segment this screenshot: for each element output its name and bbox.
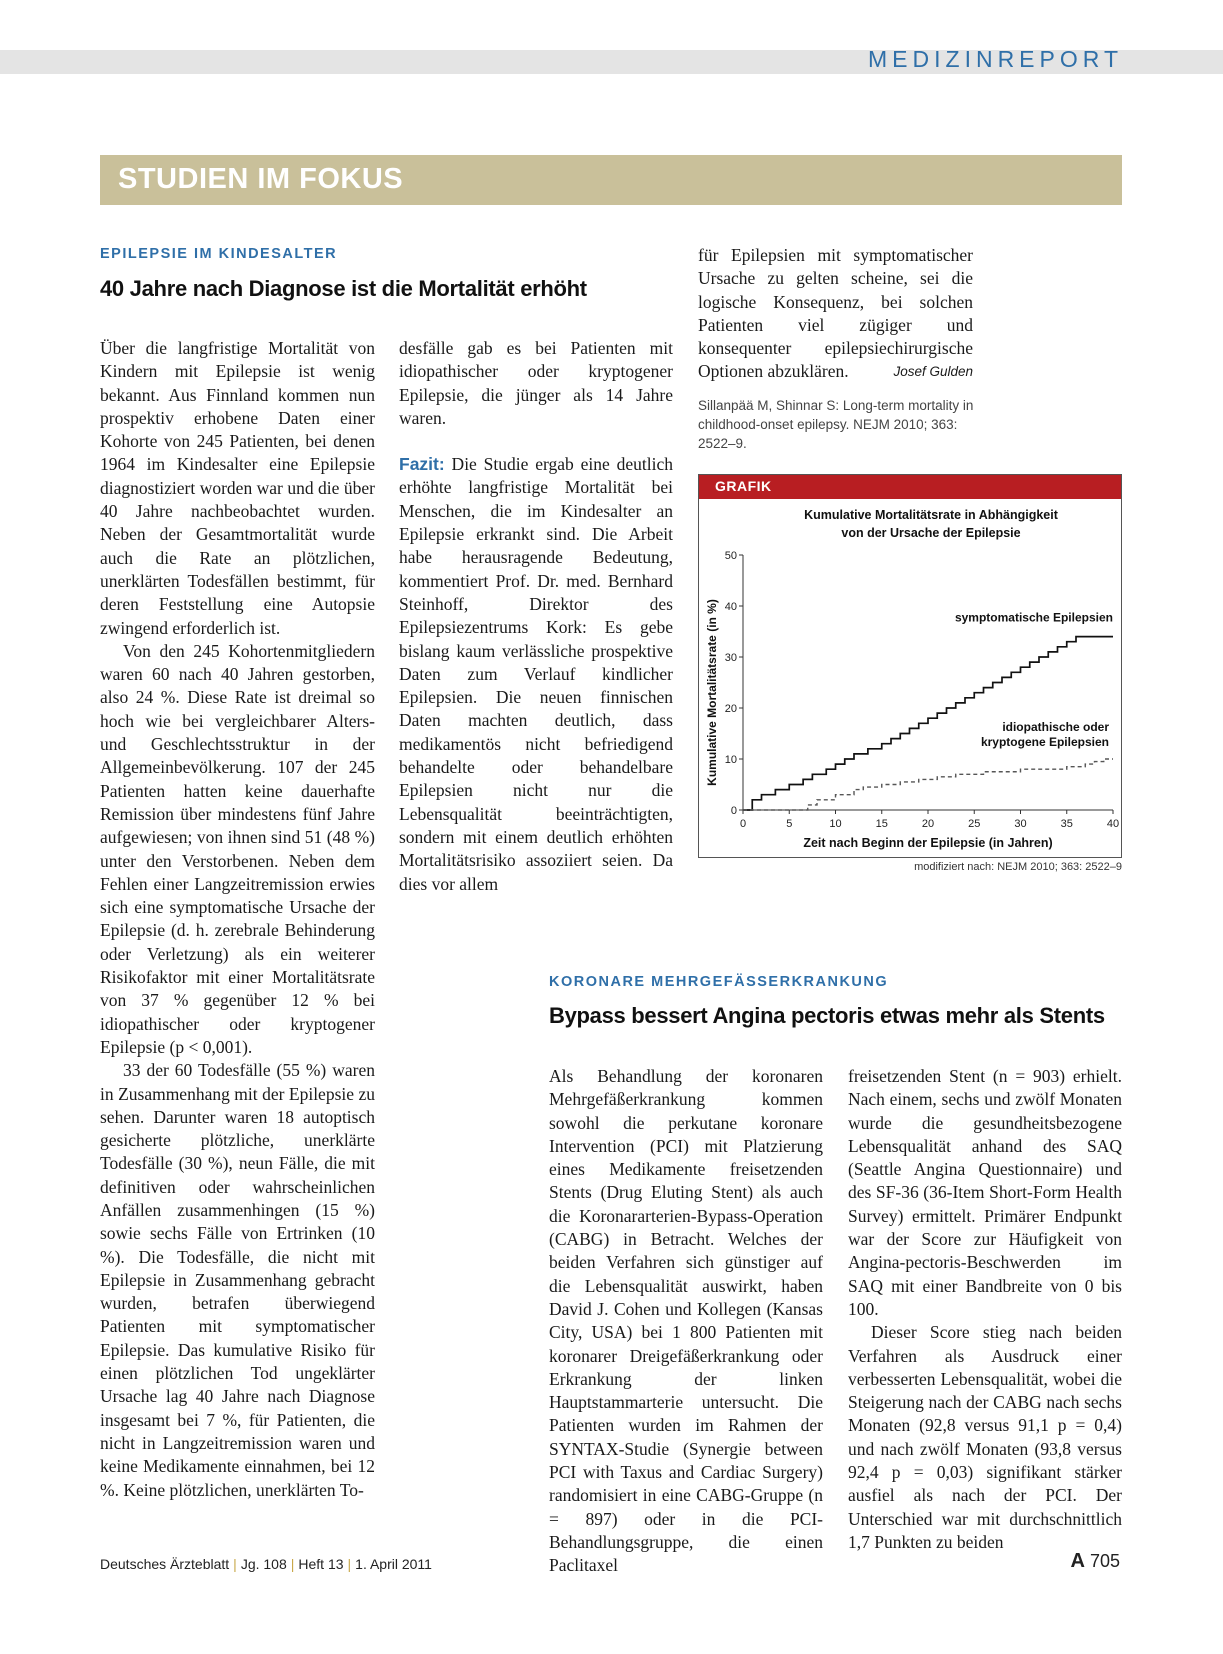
paragraph: Als Behandlung der koronaren Mehrgefäßerkrankung kommen sowohl die perkutane koronare Intervention (PCI) mit Platzierung eines Medikamente freisetzenden Stents (Drug Eluting Stent) als auch die Koronararterien-Bypass-Operation (CABG) in Betracht. Welches der beiden Verfahren sich günstiger auf die Lebensqualität auswirkt, haben David J. Cohen und Kollegen (Kansas City, USA) bei 1 800 Patienten mit koronarer Dreigefäßerkrankung oder Erkrankung der linken Hauptstammarterie untersucht. Die Patienten wurden im Rahmen der SYNTAX-Studie (Synergie between PCI with Taxus and Cardiac Surgery) randomisiert in eine CABG-Gruppe (n = 897) oder in die PCI-Behandlungsgruppe, die einen Paclitaxel: [549, 1066, 823, 1576]
paragraph: desfälle gab es bei Patienten mit idiopathischer oder kryptogener Epilepsie, die jünger als 14 Jahre waren.: [399, 338, 673, 428]
mortality-chart: [699, 499, 1120, 856]
y-tick-label: 20: [724, 703, 737, 715]
chart-title: Kumulative Mortalitätsrate in Abhängigkeit: [804, 508, 1058, 522]
figure-header: [699, 475, 1121, 499]
paragraph: für Epilepsien mit symptomatischer Ursache zu gelten scheine, sei die logische Konsequenz, bei solchen Patienten viel zügiger und konsequenter epilepsiechirurgische Optionen abzuklären. Josef Gulden: [698, 244, 973, 384]
banner-title: STUDIEN IM FOKUS: [118, 163, 404, 195]
x-tick-label: 20: [921, 818, 935, 830]
volume: Jg. 108: [240, 1556, 287, 1572]
author-name: Josef Gulden: [893, 364, 973, 380]
article1-headline: 40 Jahre nach Diagnose ist die Mortalität erhöht: [100, 276, 587, 301]
paragraph: Von den 245 Kohortenmitgliedern waren 60 nach 40 Jahren gestorben, also 24 %. Diese Rate ist dreimal so hoch wie bei vergleichbarer Alters- und Geschlechtsstruktur in der Allgemeinbevölkerung. 107 der 245 Patienten hatten keine dauerhafte Remission über mindestens fünf Jahre aufgewiesen; von ihnen sind 51 (48 %) unter den Verstorbenen. Neben dem Fehlen einer Langzeitremission erwies sich eine symptomatische Ursache der Epilepsie (d. h. zerebrale Behinderung oder Verletzung) als ein weiterer Risikofaktor mit einer Mortalitätsrate von 37 % gegenüber 12 % bei idiopathischer oder kryptogener Epilepsie (p < 0,001).: [100, 640, 375, 1057]
article2-kicker: KORONARE MEHRGEFÄSSERKRANKUNG: [549, 974, 889, 990]
page-number: A 705: [1070, 1550, 1120, 1572]
y-tick-label: 40: [724, 601, 737, 613]
x-tick-label: 10: [829, 818, 842, 830]
issue-date: 1. April 2011: [355, 1556, 432, 1572]
paragraph: 33 der 60 Todesfälle (55 %) waren in Zusammenhang mit der Epilepsie zu sehen. Darunter waren 18 autoptisch gesicherte plötzliche, unerklärte Todesfälle (30 %), neun Fälle, die mit definitiven oder wahrscheinlichen Anfällen zusammenhingen (15 %) sowie sechs Fälle von Ertrinken (10 %). Die Todesfälle, die nicht mit Epilepsie in Zusammenhang gebracht wurden, betrafen überwiegend Patienten mit symptomatischer Epilepsie. Das kumulative Risiko für einen plötzlichen Tod ungeklärter Ursache lag 40 Jahre nach Diagnose insgesamt bei 7 %, für Patienten, die nicht in Langzeitremission waren und keine Medikamente einnahmen, bei 12 %. Keine plötzlichen, unerklärten To-: [100, 1060, 375, 1500]
article1-column-2: [399, 337, 673, 896]
x-tick-label: 0: [739, 818, 747, 830]
x-tick-label: 30: [1014, 818, 1027, 830]
separator: |: [347, 1556, 352, 1572]
y-tick-label: 10: [724, 754, 737, 766]
separator: |: [290, 1556, 295, 1572]
article2-column-1: [549, 1065, 823, 1578]
y-axis-label: Kumulative Mortalitätsrate (in %): [705, 599, 719, 786]
y-tick-label: 50: [724, 550, 737, 562]
figure-label: GRAFIK: [715, 478, 772, 494]
fazit-paragraph: [399, 453, 673, 896]
figure-box: [698, 474, 1122, 858]
article2-column-2: [848, 1065, 1122, 1554]
chart-title: von der Ursache der Epilepsie: [841, 526, 1021, 540]
x-tick-label: 35: [1060, 818, 1073, 830]
paragraph: Dieser Score stieg nach beiden Verfahren als Ausdruck einer verbesserten Lebensqualität, wobei die Steigerung nach der CABG nach sechs Monaten (92,8 versus 91,1 p = 0,4) und nach zwölf Monaten (93,8 versus 92,4 p = 0,03) signifikant stärker ausfiel als nach der PCI. Der Unterschied war mit durchschnittlich 1,7 Punkten zu beiden: [848, 1322, 1122, 1552]
issue: Heft 13: [298, 1556, 344, 1572]
footer-citation: [100, 1556, 432, 1572]
x-tick-label: 40: [1106, 818, 1120, 830]
article1-column-1: [100, 337, 375, 1502]
series-label-idiopathic: kryptogene Epilepsien: [980, 734, 1109, 749]
article2-headline: Bypass bessert Angina pectoris etwas mehr als Stents: [549, 1003, 1105, 1028]
series-label-symptomatic: symptomatische Epilepsien: [954, 610, 1113, 625]
section-banner: [100, 155, 1122, 205]
article1-column-3: [698, 244, 973, 384]
figure-source-note: modifiziert nach: NEJM 2010; 363: 2522–9: [914, 861, 1122, 873]
y-tick-label: 0: [730, 805, 737, 817]
x-tick-label: 25: [968, 818, 981, 830]
x-axis-label: Zeit nach Beginn der Epilepsie (in Jahren): [803, 836, 1053, 850]
x-tick-label: 5: [786, 818, 793, 830]
literature-reference: Sillanpää M, Shinnar S: Long-term mortality in childhood-onset epilepsy. NEJM 2010; 363: 2522–9.: [698, 398, 974, 451]
paragraph: Über die langfristige Mortalität von Kindern mit Epilepsie ist wenig bekannt. Aus Finnland kommen nun prospektiv erhobene Daten einer Kohorte von 245 Patienten, bei denen 1964 im Kindesalter eine Epilepsie diagnostiziert worden war und die über 40 Jahre nachbeobachtet wurden. Neben der Gesamtmortalität wurde auch die Rate an plötzlichen, unerklärten Todesfällen bestimmt, für deren Feststellung eine Autopsie zwingend erforderlich ist.: [100, 338, 375, 638]
journal-name: Deutsches Ärzteblatt: [100, 1556, 230, 1572]
x-tick-label: 15: [875, 818, 888, 830]
fazit-text: Die Studie ergab eine deutlich erhöhte langfristige Mortalität bei Menschen, die im Kindesalter an Epilepsie erkrankt sind. Die Arbeit habe herausragende Bedeutung, kommentiert Prof. Dr. med. Bernhard Steinhoff, Direktor des Epilepsiezentrums Kork: Es gebe bislang kaum verlässliche prospektive Daten zum Verlauf kindlicher Epilepsien. Die neuen finnischen Daten machten deutlich, dass medikamentös nicht befriedigend behandelte oder behandelbare Epilepsien nicht nur die Lebensqualität beeinträchtigten, sondern mit einem deutlich erhöhten Mortalitätsrisiko assoziiert seien. Da dies vor allem: [399, 454, 673, 894]
article1-kicker: EPILEPSIE IM KINDESALTER: [100, 246, 338, 262]
fazit-label: Fazit:: [399, 454, 445, 475]
section-label: MEDIZINREPORT: [868, 46, 1123, 72]
series-label-idiopathic: idiopathische oder: [1002, 719, 1109, 734]
paragraph: freisetzenden Stent (n = 903) erhielt. Nach einem, sechs und zwölf Monaten wurde die gesundheitsbezogene Lebensqualität anhand des SAQ (Seattle Angina Questionnaire) und des SF-36 (36-Item Short-Form Health Survey) ermittelt. Primärer Endpunkt war der Score zur Häufigkeit von Angina-pectoris-Beschwerden im SAQ mit einer Bandbreite von 0 bis 100.: [848, 1066, 1122, 1319]
y-tick-label: 30: [724, 652, 737, 664]
separator: |: [233, 1556, 237, 1572]
